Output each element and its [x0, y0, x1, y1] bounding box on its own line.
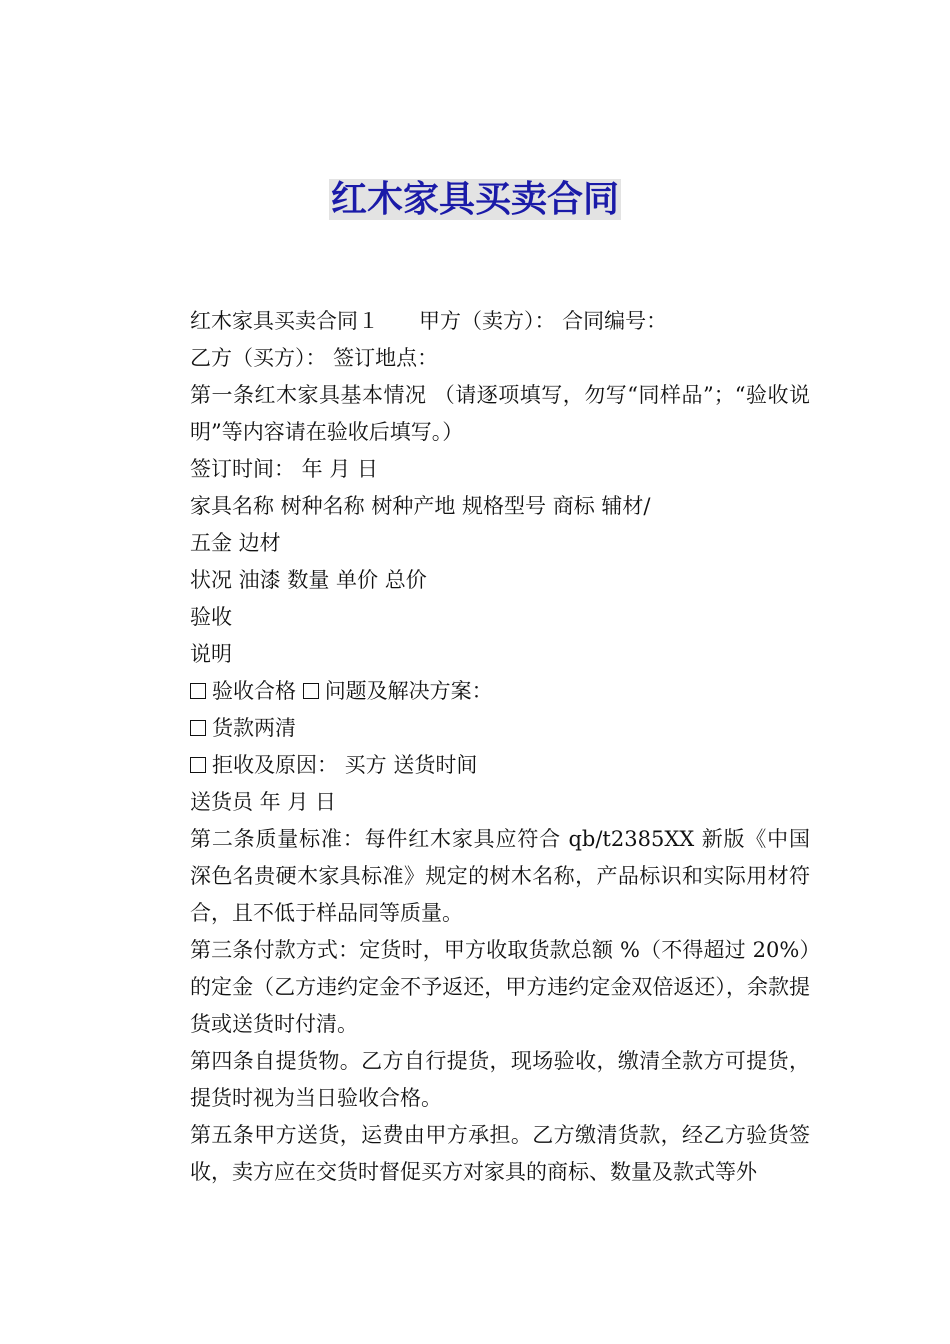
- check-problem-label: 问题及解决方案：: [324, 679, 493, 703]
- document-title: [0, 176, 950, 224]
- check-reject-label: 拒收及原因： 买方 送货时间: [212, 753, 478, 777]
- check-accepted-label: 验收合格: [212, 679, 296, 703]
- document-body: [145, 303, 810, 1191]
- contract-name: 红木家具买卖合同１: [190, 309, 379, 333]
- columns-line-3: 状况 油漆 数量 单价 总价: [190, 568, 427, 592]
- delivery-line: 送货员 年 月 日: [190, 790, 337, 814]
- columns-line-2: 五金 边材: [190, 531, 281, 555]
- title-text: 红木家具买卖合同: [330, 179, 619, 220]
- article-4: 第四条自提货物。乙方自行提货，现场验收，缴清全款方可提货，提货时视为当日验收合格。: [190, 1049, 810, 1110]
- article-5: 第五条甲方送货，运费由甲方承担。乙方缴清货款，经乙方验货签收，卖方应在交货时督促买方对家具的商标、数量及款式等外: [190, 1123, 810, 1184]
- columns-line-1: 家具名称 树种名称 树种产地 规格型号 商标 辅材/: [190, 494, 651, 518]
- checkbox-icon: [190, 683, 206, 699]
- article-1: 第一条红木家具基本情况 （请逐项填写，勿写“同样品”；“验收说明”等内容请在验收后填写。）: [190, 383, 810, 444]
- checkbox-icon: [303, 683, 319, 699]
- check-paid-label: 货款两清: [212, 716, 296, 740]
- checkbox-line-3: [145, 747, 810, 784]
- article-3: 第三条付款方式：定货时，甲方收取货款总额 %（不得超过 20%）的定金（乙方违约定金不予返还，甲方违约定金双倍返还），余款提货或送货时付清。: [190, 938, 810, 1036]
- header-line: [145, 303, 810, 340]
- article-2: 第二条质量标准：每件红木家具应符合 qb/t2385XX 新版《中国深色名贵硬木家具标准》规定的树木名称，产品标识和实际用材符合，且不低于样品同等质量。: [190, 827, 810, 925]
- accept-label: 验收: [190, 605, 232, 629]
- party-b-line: 乙方（买方）： 签订地点：: [190, 346, 439, 370]
- checkbox-icon: [190, 757, 206, 773]
- sign-time-line: 签订时间： 年 月 日: [190, 457, 379, 481]
- explain-label: 说明: [190, 642, 232, 666]
- checkbox-icon: [190, 720, 206, 736]
- party-a-line: 甲方（卖方）： 合同编号：: [419, 309, 668, 333]
- checkbox-line-2: [145, 710, 810, 747]
- checkbox-line-1: [145, 673, 810, 710]
